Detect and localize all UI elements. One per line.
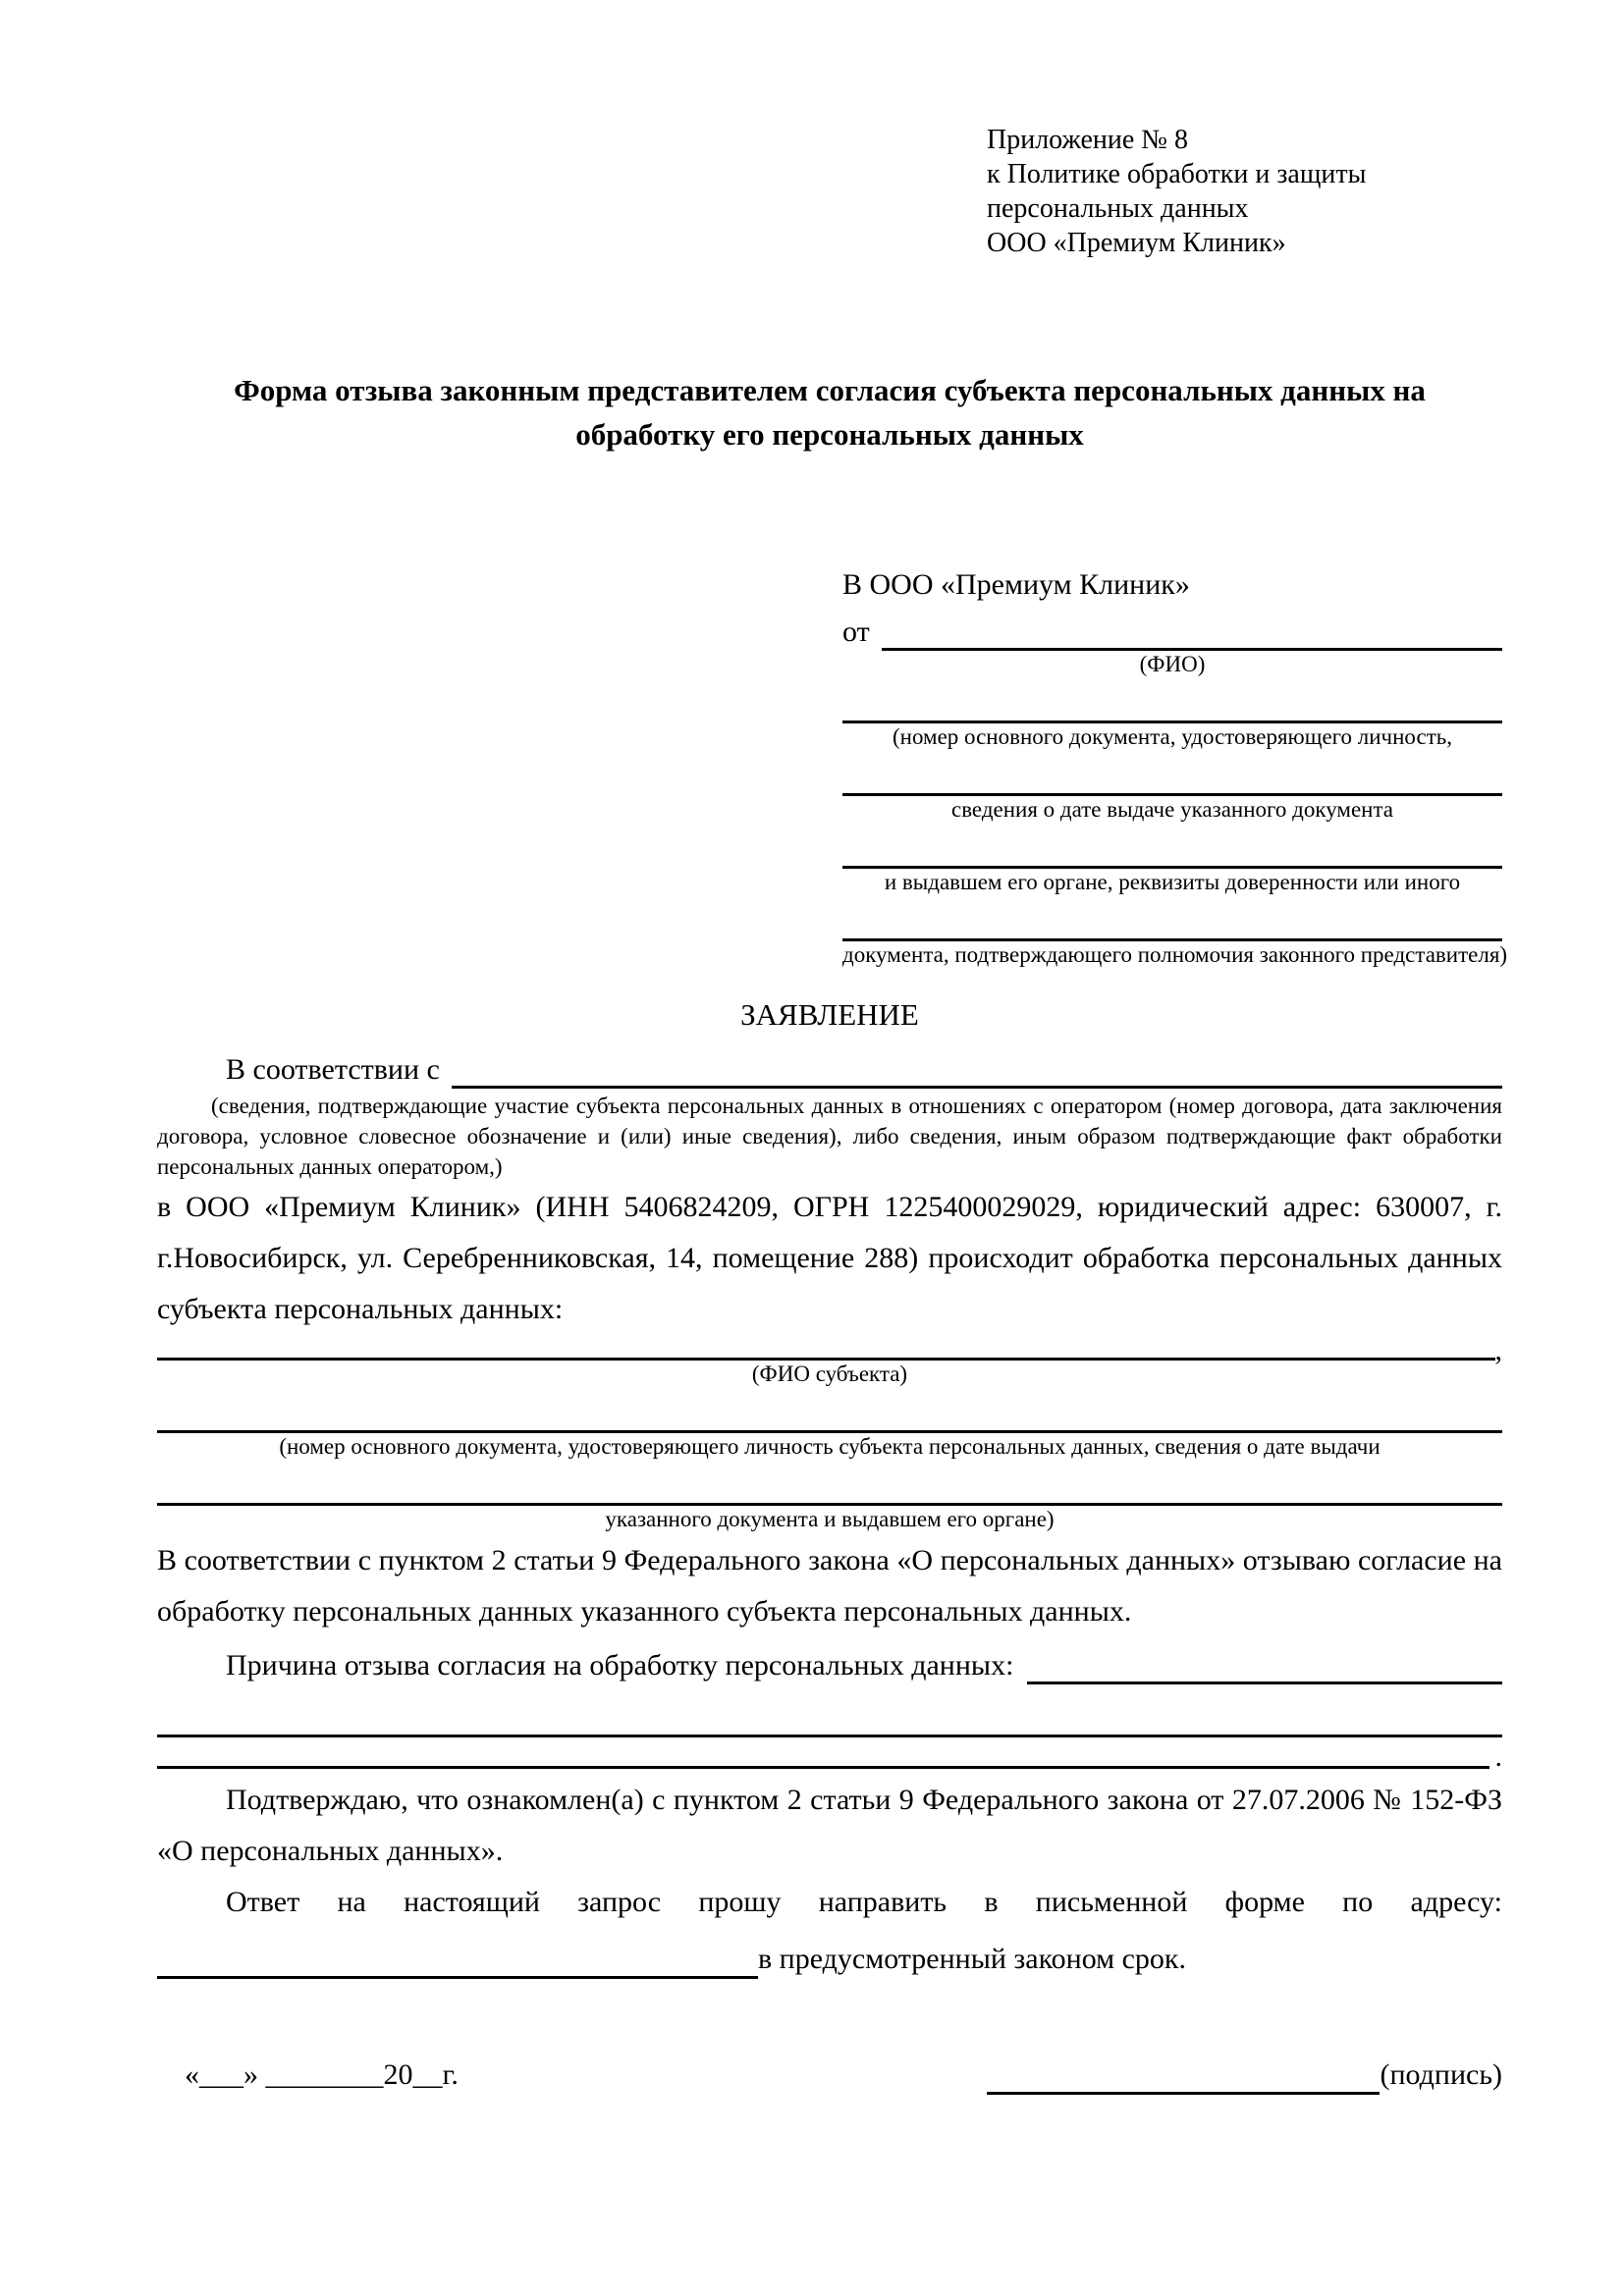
operator-paragraph: в ООО «Премиум Клиник» (ИНН 5406824209, ОГРН 1225400029029, юридический адрес: 630007, г. г.Новосибирск, ул. Серебренниковская, 14, помещение 288) происходит обработка персональных данных субъекта персональных данных: bbox=[157, 1191, 1502, 1325]
appendix-line-4: ООО «Премиум Клиник» bbox=[987, 228, 1286, 258]
appendix-line-3: персональных данных bbox=[987, 193, 1249, 224]
reason-continuation-row bbox=[157, 1737, 1502, 1773]
representative-authority-caption: документа, подтверждающего полномочия законного представителя) bbox=[842, 942, 1508, 967]
subject-document-caption-2: указанного документа и выдавшем его органе) bbox=[605, 1507, 1055, 1531]
addressee-block bbox=[842, 564, 1508, 969]
issue-date-blank-line bbox=[842, 751, 1502, 796]
subject-fio-caption: (ФИО субъекта) bbox=[751, 1362, 908, 1386]
subject-document-caption-1: (номер основного документа, удостоверяющего личность субъекта персональных данных, сведения о дате выдачи bbox=[279, 1434, 1380, 1459]
reply-address-blank-line bbox=[157, 1928, 758, 1979]
reply-suffix: в предусмотренный законом срок. bbox=[758, 1943, 1186, 1975]
reason-row bbox=[157, 1637, 1502, 1684]
appendix-line-1: Приложение № 8 bbox=[987, 125, 1188, 155]
subject-document-blank-line-2 bbox=[157, 1463, 1502, 1506]
reply-label-paragraph: Ответ на настоящий запрос прошу направить в письменной форме по адресу: bbox=[226, 1886, 1502, 1918]
issuing-authority-caption: и выдавшем его органе, реквизиты доверенности или иного bbox=[884, 870, 1461, 894]
document-number-caption: (номер основного документа, удостоверяющего личность, bbox=[892, 724, 1452, 749]
subject-fio-row bbox=[157, 1334, 1502, 1366]
intro-caption: (сведения, подтверждающие участие субъекта персональных данных в отношениях с оператором (номер договора, дата заключения договора, условное словесное обозначение и (или) иные сведения), либо сведения, иным образом подтверждающие факт обработки персональных данных оператором,) bbox=[157, 1094, 1502, 1179]
footer-row bbox=[157, 2050, 1502, 2095]
reason-blank-line bbox=[1027, 1637, 1502, 1684]
addressee-to: В ООО «Премиум Клиник» bbox=[842, 568, 1190, 601]
fio-caption: (ФИО) bbox=[1139, 652, 1206, 676]
subject-document-blank-line-1 bbox=[157, 1390, 1502, 1433]
document-title: Форма отзыва законным представителем согласия субъекта персональных данных на обработку его персональных данных bbox=[234, 373, 1426, 452]
intro-blank-line bbox=[452, 1043, 1502, 1089]
addressee-from-label: от bbox=[842, 615, 870, 648]
appendix-line-2: к Политике обработки и защиты bbox=[987, 159, 1367, 189]
reason-continuation-blank-line-2 bbox=[157, 1737, 1489, 1769]
reason-continuation-blank-line-1 bbox=[157, 1684, 1502, 1737]
confirm-paragraph: Подтверждаю, что ознакомлен(а) с пунктом 2 статьи 9 Федерального закона от 27.07.2006 № 152-ФЗ «О персональных данных». bbox=[157, 1784, 1502, 1867]
date-line: «___» ________20__г. bbox=[185, 2058, 459, 2091]
signature-cell bbox=[987, 2056, 1502, 2095]
issuing-authority-blank-line bbox=[842, 824, 1502, 869]
intro-label: В соответствии с bbox=[226, 1053, 440, 1086]
reply-address-row bbox=[157, 1928, 1502, 1979]
addressee-from-row bbox=[842, 606, 1502, 651]
signature-blank-line bbox=[987, 2059, 1380, 2095]
subject-fio-comma: , bbox=[1494, 1334, 1502, 1366]
representative-authority-blank-line bbox=[842, 896, 1502, 941]
fio-blank-line bbox=[882, 606, 1502, 651]
issue-date-caption: сведения о дате выдаче указанного документа bbox=[950, 797, 1394, 822]
signature-caption: (подпись) bbox=[1380, 2058, 1502, 2091]
intro-row bbox=[157, 1043, 1502, 1089]
reason-label: Причина отзыва согласия на обработку персональных данных: bbox=[226, 1649, 1014, 1682]
appendix-block bbox=[987, 123, 1502, 260]
document-number-blank-line bbox=[842, 678, 1502, 723]
subject-fio-blank-line bbox=[157, 1335, 1495, 1361]
reason-period: . bbox=[1494, 1740, 1502, 1773]
statement-heading: ЗАЯВЛЕНИЕ bbox=[740, 997, 919, 1032]
withdraw-paragraph: В соответствии с пунктом 2 статьи 9 Федерального закона «О персональных данных» отзываю согласие на обработку персональных данных указанного субъекта персональных данных. bbox=[157, 1544, 1502, 1628]
